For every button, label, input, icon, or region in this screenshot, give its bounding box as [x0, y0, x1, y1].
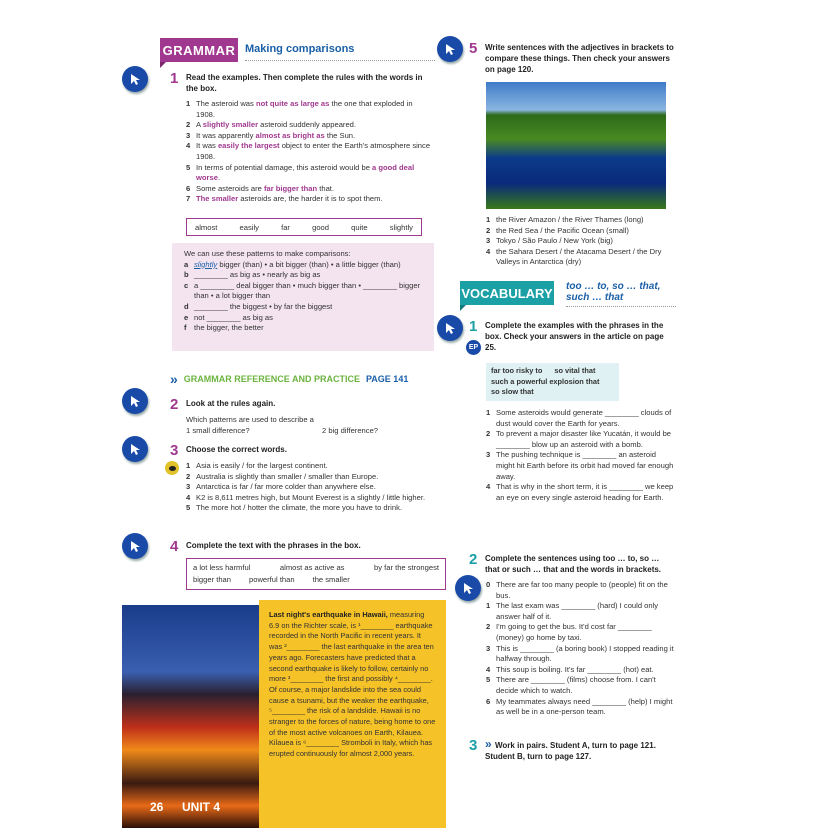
question: Which patterns are used to describe a [186, 415, 314, 424]
exercise-instruction: Look at the rules again. [186, 399, 276, 408]
cursor-icon[interactable] [437, 36, 463, 62]
vocab-title: too … to, so … that, such … that [566, 281, 661, 303]
exercise-number: 2 [170, 396, 179, 413]
volcano-image [122, 605, 259, 828]
phrase-box: a lot less harmful almost as active as by far the strongest bigger than powerful than the smaller [186, 558, 446, 590]
cursor-icon[interactable] [122, 533, 148, 559]
grammar-reference-link[interactable]: » GRAMMAR REFERENCE AND PRACTICE PAGE 141 [170, 371, 409, 387]
exercise-number: 1 [469, 318, 478, 335]
exercise-instruction: Choose the correct words. [186, 445, 287, 454]
rules-box: We can use these patterns to make comparisons: a slightly bigger (than) • a bit bigger (than) • a little bigger (than) b ________ as big as • nearly as big as c a ________ deal bigger than • much bigger than • ________ bigger than • a lot bigger than d ________ the biggest • by far the biggest e not ________ as big as f the bigger, the better [172, 243, 434, 351]
option: 2 big difference? [322, 426, 379, 435]
exercise-number: 1 [170, 70, 179, 87]
compare-list: 1 the River Amazon / the River Thames (long) 2 the Red Sea / the Pacific Ocean (small) 3 Tokyo / São Paulo / New York (big) 4 the Sahara Desert / the Atacama Desert / the Dry Valleys in Antarctica (dry) [486, 215, 662, 267]
sentence-list: 0 There are far too many people to (people) fit on the bus. 1 The last exam was ________ (hard) I could only answer half of it. 2 I'm going to get the bus. It'd cost far ________ (money) go home by taxi. 3 This is ________ (a boring book) I stopped reading it halfway through. 4 This soup is boiling. It's far ________ (hot) eat. 5 There are ________ (films) choose from. I can't decide which to watch. 6 My teammates always need ________ (help) I might as well be in a one-person team. [486, 580, 674, 717]
unit-label: UNIT 4 [182, 800, 221, 814]
exercise-number: 4 [170, 538, 179, 555]
cursor-icon[interactable] [455, 575, 481, 601]
ep-badge[interactable]: EP [466, 340, 481, 355]
river-image [486, 82, 666, 209]
cursor-icon[interactable] [437, 315, 463, 341]
cursor-icon[interactable] [122, 388, 148, 414]
article-box: Last night's earthquake in Hawaii, measuring 6.9 on the Richter scale, is ¹________ earthquake recorded in the North Pacific in recent years. It was ²________ the last earthquake in the area ten years ago. Forecasters have predicted that a second earthquake is likely to follow, certainly no more ³________ the first and possibly ⁴________. Of course, a major landslide into the sea could cause a tsunami, but the weaker the earthquake, ⁵________ the risk of a landslide. Hawaii is no stranger to the forces of nature, being home to one of the most active volcanoes on Earth, Kilauea. Kilauea is ⁶________ Stromboli in Italy, which has erupted continuously for almost 2,000 years. [259, 600, 446, 828]
double-chevron-icon: » [170, 371, 178, 387]
exercise-instruction: Read the examples. Then complete the rules with the words in the box. [186, 73, 423, 93]
exercise-number: 3 [170, 442, 179, 459]
word-box: almost easily far good quite slightly [186, 218, 422, 236]
option: 1 small difference? [186, 426, 250, 435]
section-title: Making comparisons [245, 43, 355, 55]
choice-list: 1 Asia is easily / for the largest continent. 2 Australia is slightly than smaller / smaller than Europe. 3 Antarctica is far / far more colder than anywhere else. 4 K2 is 8,611 metres high, but Mount Everest is a slightly / little higher. 5 The more hot / hotter the climate, the more you have to drink. [186, 461, 426, 513]
eye-icon[interactable] [165, 461, 179, 475]
vocab-list: 1 Some asteroids would generate ________ clouds of dust would cover the Earth for years. 2 To prevent a major disaster like Yucatán, it would be ________ blow up an asteroid with a bomb. 3 The pushing technique is ________ an asteroid might hit Earth before its orbit had moved far enough away. 4 That is why in the short term, it is ________ we keep an eye on every single asteroid heading for Earth. [486, 408, 674, 502]
exercise-number: 3 [469, 737, 478, 754]
page-number: 26 [150, 800, 164, 814]
exercise-instruction: Complete the sentences using too … to, so … that or such … that and the words in brackets. [485, 554, 662, 574]
cursor-icon[interactable] [122, 436, 148, 462]
exercise-instruction: Complete the text with the phrases in the box. [186, 541, 361, 550]
exercise-number: 5 [469, 40, 478, 57]
vocabulary-tag: VOCABULARY [460, 281, 554, 305]
exercise-number: 2 [469, 551, 478, 568]
exercise-instruction: Complete the examples with the phrases in the box. Check your answers in the article on page 25. [485, 321, 664, 352]
grammar-tag: GRAMMAR [160, 38, 238, 62]
exercise-instruction: » Work in pairs. Student A, turn to page 121. Student B, turn to page 127. [485, 737, 656, 761]
phrase-box: far too risky to so vital that such a powerful explosion that so slow that [486, 363, 619, 401]
example-list: 1 The asteroid was not quite as large as the one that exploded in 1908. 2 A slightly smaller asteroid suddenly appeared. 3 It was apparently almost as bright as the Sun. 4 It was easily the largest object to enter the Earth's atmosphere since 1908. 5 In terms of potential damage, this asteroid would be a good deal worse. 6 Some asteroids are far bigger than that. 7 The smaller asteroids are, the harder it is to spot them. [186, 99, 431, 204]
exercise-instruction: Write sentences with the adjectives in brackets to compare these things. Then check your answers on page 120. [485, 43, 674, 74]
cursor-icon[interactable] [122, 66, 148, 92]
